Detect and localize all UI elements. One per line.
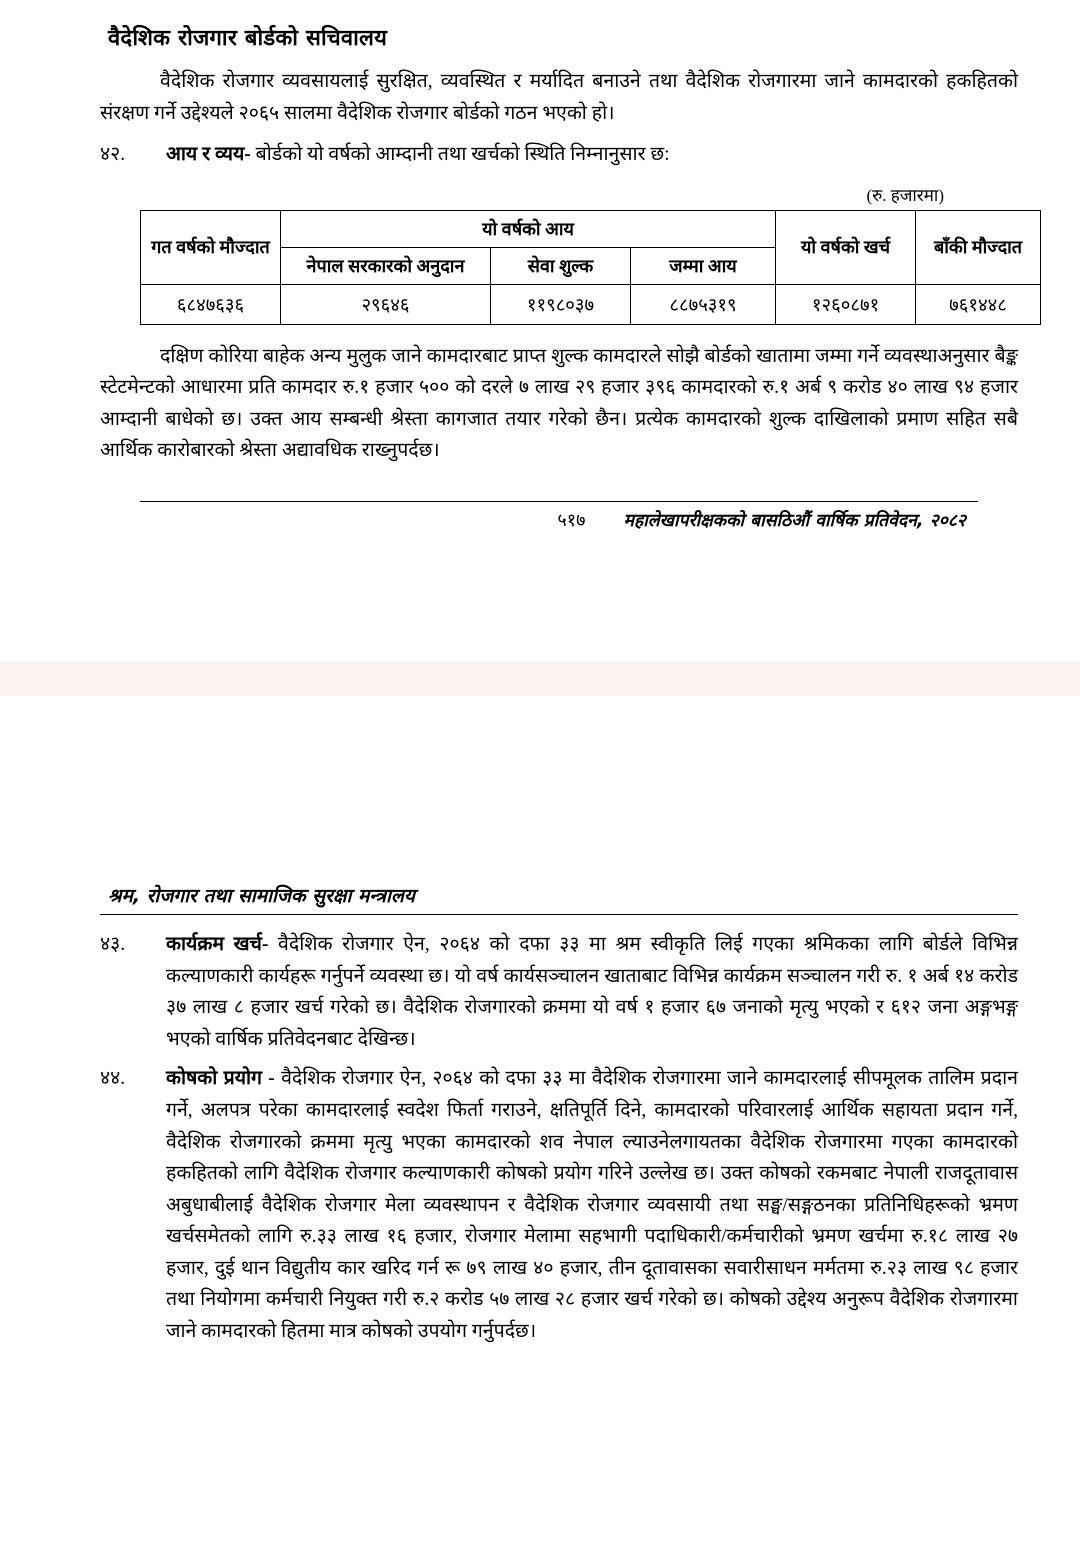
- th-income-group: यो वर्षको आय: [281, 210, 776, 247]
- finance-table: [140, 210, 1041, 325]
- item-42-body: [166, 139, 1018, 171]
- footer-title: महालेखापरीक्षकको बासठिऔं वार्षिक प्रतिवेदन, २०८२: [623, 511, 966, 532]
- item-44-lead: कोषको प्रयोग -: [166, 1068, 275, 1090]
- item-43-body: [166, 929, 1018, 1055]
- page-footer: [100, 508, 1018, 532]
- item-43: [100, 929, 1018, 1055]
- item-42-lead: आय र व्यय-: [166, 144, 251, 166]
- paragraph-after-table: दक्षिण कोरिया बाहेक अन्य मुलुक जाने कामदारबाट प्राप्त शुल्क कामदारले सोझै बोर्डको खातामा जम्मा गर्ने व्यवस्थाअनुसार बैङ्क स्टेटमेन्टको आधारमा प्रति कामदार रु.१ हजार ५०० को दरले ७ लाख २९ हजार ३९६ कामदारको रु.१ अर्ब ९ करोड ४० लाख ९४ हजार आम्दानी बाधेको छ। उक्त आय सम्बन्धी श्रेस्ता कागजात तयार गरेको छैन। प्रत्येक कामदारको शुल्क दाखिलाको प्रमाण सहित सबै आर्थिक कारोबारको श्रेस्ता अद्यावधिक राख्नुपर्दछ।: [100, 345, 1018, 462]
- item-43-number: ४३.: [100, 934, 126, 956]
- cell-expenditure: १२६०८७१: [776, 284, 916, 324]
- page-break-band: [0, 662, 1080, 696]
- cell-govt-grant: २९६४६: [281, 284, 491, 324]
- th-govt-grant: नेपाल सरकारको अनुदान: [281, 247, 491, 284]
- th-closing-balance: बाँकी मौज्दात: [916, 210, 1041, 284]
- page-number: ५१७: [557, 510, 586, 531]
- th-expenditure: यो वर्षको खर्च: [776, 210, 916, 284]
- item-43-lead: कार्यक्रम खर्च-: [166, 934, 269, 956]
- item-43-text: वैदेशिक रोजगार ऐन, २०६४ को दफा ३३ मा श्रम स्वीकृति लिई गएका श्रमिकका लागि बोर्डले विभिन्न कल्याणकारी कार्यहरू गर्नुपर्ने व्यवस्था छ। यो वर्ष कार्यसञ्चालन खाताबाट विभिन्न कार्यक्रम सञ्चालन गरी रु. १ अर्ब १४ करोड ३७ लाख ८ हजार खर्च गरेको छ। वैदेशिक रोजगारको क्रममा यो वर्ष १ हजार ६७ जनाको मृत्यु भएको र ६१२ जना अङ्गभङ्ग भएको वार्षिक प्रतिवेदनबाट देखिन्छ।: [166, 934, 1018, 1050]
- footer-divider: [140, 501, 978, 502]
- cell-opening-balance: ६८४७६३६: [141, 284, 281, 324]
- table-header-row-1: [141, 210, 1041, 247]
- section-board-secretariat: [0, 0, 1080, 532]
- cell-total-income: ८८७५३१९: [631, 284, 776, 324]
- item-44-text: वैदेशिक रोजगार ऐन, २०६४ को दफा ३३ मा वैदेशिक रोजगारमा जाने कामदारलाई सीपमूलक तालिम प्रदान गर्ने, अलपत्र परेका कामदारलाई स्वदेश फिर्ता गराउने, क्षतिपूर्ति दिने, कामदारको परिवारलाई आर्थिक सहायता प्रदान गर्ने, वैदेशिक रोजगारको क्रममा मृत्यु भएका कामदारको शव नेपाल ल्याउनेलगायतका वैदेशिक रोजगारमा गएका कामदारको हकहितको लागि वैदेशिक रोजगार कल्याणकारी कोषको प्रयोग गरिने उल्लेख छ। उक्त कोषको रकमबाट नेपाली राजदूतावास अबुधाबीलाई वैदेशिक रोजगार मेला व्यवस्थापन र वैदेशिक रोजगार व्यवसायी तथा सङ्घ/सङ्गठनका प्रतिनिधिहरूको भ्रमण खर्चसमेतको लागि रु.३३ लाख १६ हजार, रोजगार मेलामा सहभागी पदाधिकारी/कर्मचारीको भ्रमण खर्चमा रु.१८ लाख २७ हजार, दुई थान विद्युतीय कार खरिद गर्न रू ७९ लाख ४० हजार, तीन दूतावासका सवारीसाधन मर्मतमा रु.२३ लाख ९८ हजार तथा नियोगमा कर्मचारी नियुक्त गरी रु.२ करोड ५७ लाख २८ हजार खर्च गरेको छ। कोषको उद्देश्य अनुरूप वैदेशिक रोजगारमा जाने कामदारको हितमा मात्र कोषको उपयोग गर्नुपर्दछ।: [166, 1068, 1018, 1342]
- cell-service-fee: ११९८०३७: [491, 284, 631, 324]
- item-42-number: ४२.: [100, 144, 126, 166]
- th-total-income: जम्मा आय: [631, 247, 776, 284]
- th-service-fee: सेवा शुल्क: [491, 247, 631, 284]
- page-title: वैदेशिक रोजगार बोर्डको सचिवालय: [108, 26, 388, 51]
- ministry-heading: श्रम, रोजगार तथा सामाजिक सुरक्षा मन्त्रालय: [108, 885, 415, 908]
- item-42-text: बोर्डको यो वर्षको आम्दानी तथा खर्चको स्थिति निम्नानुसार छ:: [250, 144, 670, 166]
- item-44-body: [166, 1063, 1018, 1347]
- ministry-divider: [100, 914, 1018, 915]
- cell-closing-balance: ७६१४४८: [916, 284, 1041, 324]
- item-42: [100, 139, 1018, 171]
- finance-table-wrapper: [100, 210, 1023, 325]
- unit-note: (रु. हजारमा): [866, 185, 944, 205]
- section-ministry: [0, 882, 1080, 1382]
- th-opening-balance: गत वर्षको मौज्दात: [141, 210, 281, 284]
- item-44-number: ४४.: [100, 1068, 126, 1090]
- intro-paragraph: वैदेशिक रोजगार व्यवसायलाई सुरक्षित, व्यवस्थित र मर्यादित बनाउने तथा वैदेशिक रोजगारमा जाने कामदारको हकहितको संरक्षण गर्ने उद्देश्यले २०६५ सालमा वैदेशिक रोजगार बोर्डको गठन भएको हो।: [100, 71, 1018, 124]
- item-44: [100, 1063, 1018, 1347]
- table-row: [141, 284, 1041, 324]
